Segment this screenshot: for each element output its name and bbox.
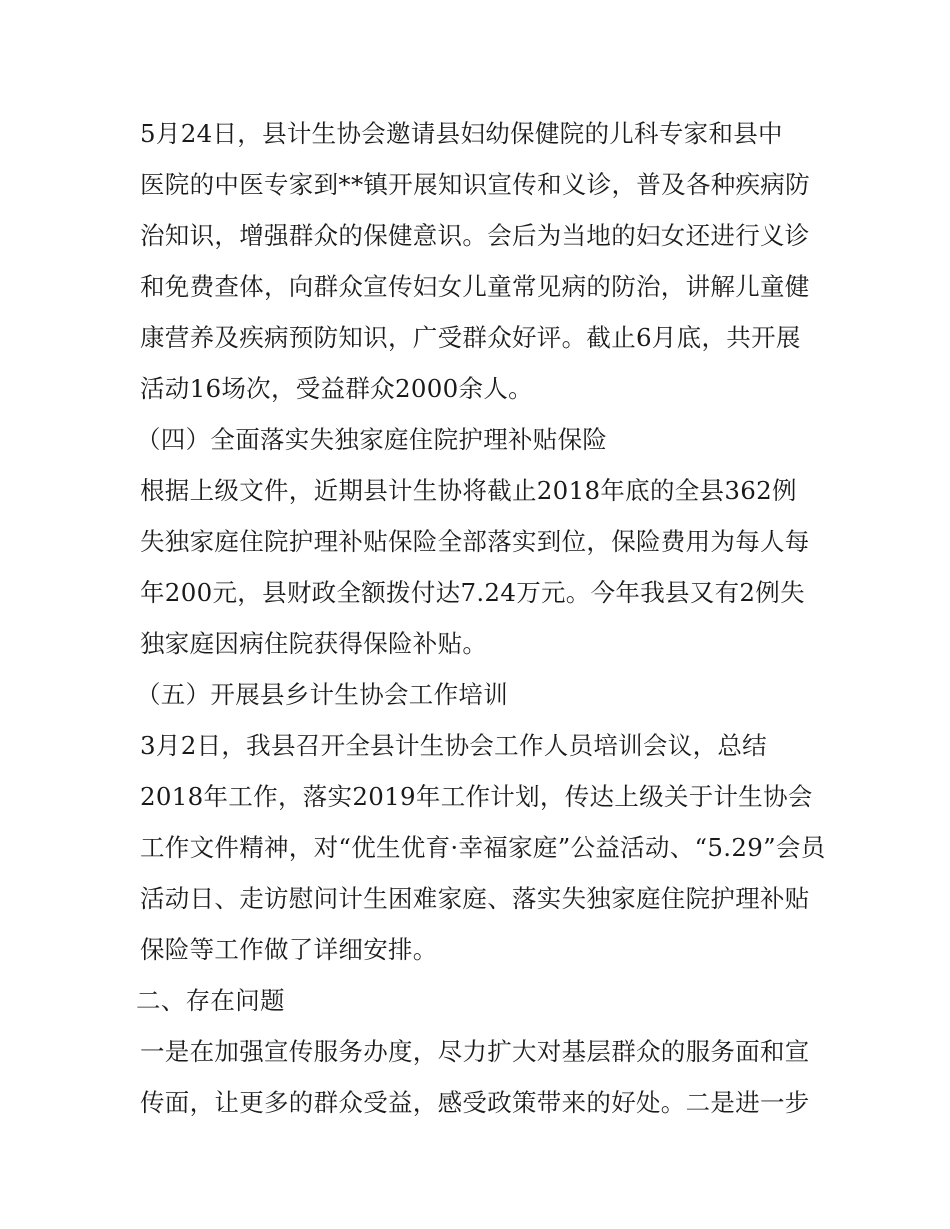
heading-section-4 bbox=[136, 414, 820, 465]
paragraph-line: 保险等工作做了详细安排。 bbox=[140, 935, 438, 964]
para-insurance bbox=[140, 465, 820, 669]
heading-text: （四）全面落实失独家庭住院护理补贴保险 bbox=[136, 425, 608, 454]
para-children-health bbox=[140, 108, 820, 414]
paragraph-line: 年200元，县财政全额拨付达7.24万元。今年我县又有2例失 bbox=[140, 578, 805, 607]
paragraph-line: 传面，让更多的群众受益，感受政策带来的好处。二是进一步 bbox=[140, 1088, 810, 1117]
para-training bbox=[140, 720, 826, 975]
paragraph-line: 一是在加强宣传服务办度，尽力扩大对基层群众的服务面和宣 bbox=[140, 1037, 810, 1066]
heading-text: 二、存在问题 bbox=[136, 986, 285, 1015]
paragraph-line: 根据上级文件，近期县计生协将截止2018年底的全县362例 bbox=[140, 476, 797, 505]
paragraph-line: 和免费查体，向群众宣传妇女儿童常见病的防治，讲解儿童健 bbox=[140, 272, 810, 301]
paragraph-line: 康营养及疾病预防知识，广受群众好评。截止6月底，共开展 bbox=[140, 323, 801, 352]
heading-text: （五）开展县乡计生协会工作培训 bbox=[136, 680, 508, 709]
paragraph-line: 工作文件精神，对“优生优育·幸福家庭”公益活动、“5.29”会员 bbox=[140, 833, 826, 862]
paragraph-line: 治知识，增强群众的保健意识。会后为当地的妇女还进行义诊 bbox=[140, 221, 810, 250]
paragraph-line: 3月2日，我县召开全县计生协会工作人员培训会议，总结 bbox=[140, 731, 767, 760]
paragraph-line: 独家庭因病住院获得保险补贴。 bbox=[140, 629, 488, 658]
paragraph-line: 活动日、走访慰问计生困难家庭、落实失独家庭住院护理补贴 bbox=[140, 884, 810, 913]
para-problems bbox=[140, 1026, 820, 1128]
document-page bbox=[136, 108, 826, 1128]
heading-section-5 bbox=[136, 669, 820, 720]
paragraph-line: 5月24日，县计生协会邀请县妇幼保健院的儿科专家和县中 bbox=[140, 119, 783, 148]
heading-problems bbox=[136, 975, 820, 1026]
paragraph-line: 活动16场次，受益群众2000余人。 bbox=[140, 374, 533, 403]
paragraph-line: 失独家庭住院护理补贴保险全部落实到位，保险费用为每人每 bbox=[140, 527, 810, 556]
paragraph-line: 2018年工作，落实2019年工作计划，传达上级关于计生协会 bbox=[140, 782, 813, 811]
paragraph-line: 医院的中医专家到**镇开展知识宣传和义诊，普及各种疾病防 bbox=[140, 170, 810, 199]
